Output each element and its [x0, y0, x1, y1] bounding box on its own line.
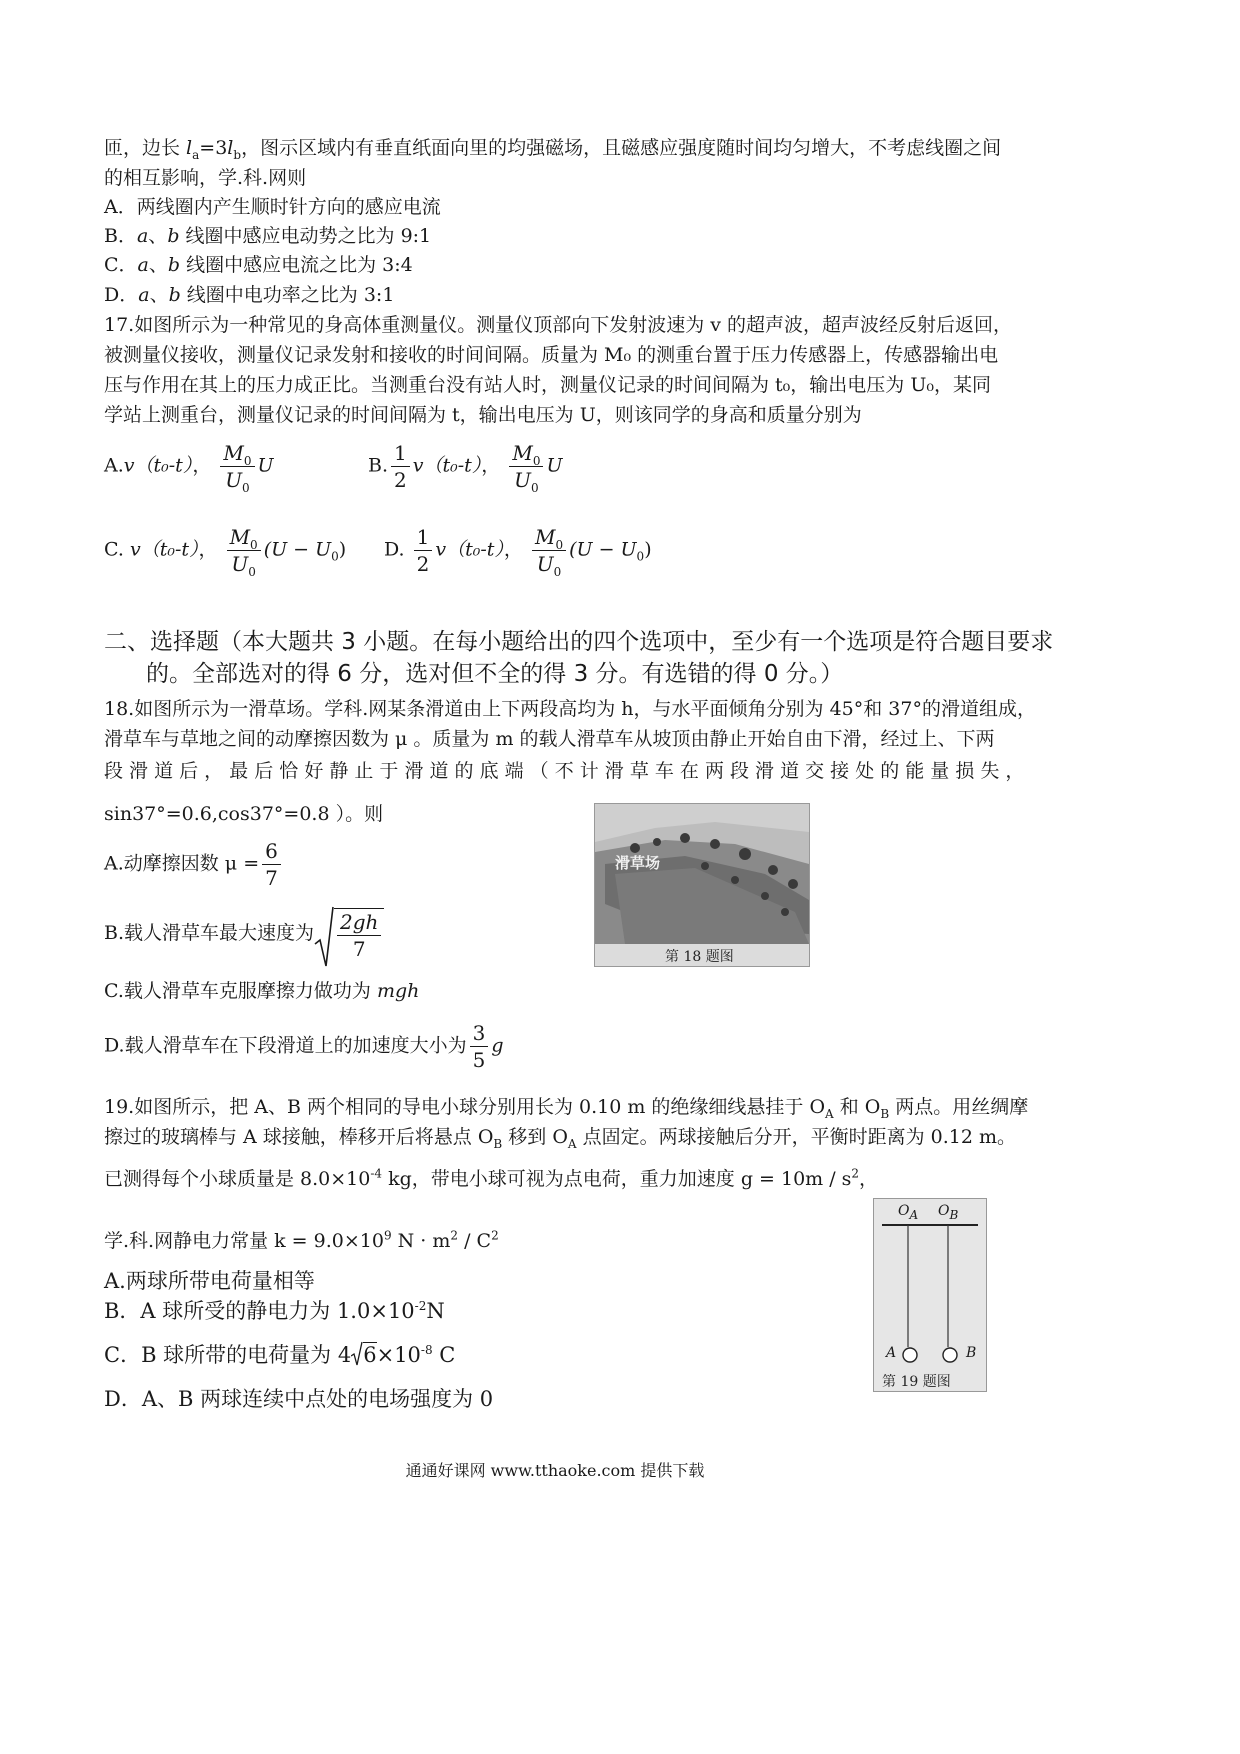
q18-line2: 滑草车与草地之间的动摩擦因数为 μ 。质量为 m 的载人滑草车从坡顶由静止开始自由下滑，经过上、下两 — [104, 728, 995, 750]
q19-text: 擦过的玻璃棒与 A 球接触，棒移开后将悬点 O — [104, 1126, 494, 1148]
var-a: a — [137, 254, 149, 276]
sqrt-6 — [351, 1344, 376, 1366]
q19-text: 19.如图所示，把 A、B 两个相同的导电小球分别用长为 0.10 m 的绝缘细线悬挂于 O — [104, 1096, 826, 1118]
comma: ， — [503, 538, 523, 561]
q18-option-a — [104, 838, 284, 891]
footer-text: 通通好课网 www.tthaoke.com 提供下载 — [405, 1461, 705, 1480]
q17-option-d — [384, 524, 652, 577]
opt-text: C．B 球所带的电荷量为 4 — [104, 1343, 352, 1367]
sub-B: B — [493, 1136, 503, 1151]
sub-0: 0 — [331, 549, 339, 564]
opt-text: B.载人滑草车最大速度为 — [104, 922, 315, 944]
q19-text: 已测得每个小球质量是 8.0×10 — [104, 1168, 371, 1190]
opt-text: ×10 — [376, 1343, 421, 1367]
var-b: b — [167, 254, 181, 276]
opt-text: 线圈中感应电流之比为 3:4 — [186, 254, 413, 276]
q19-text: 学.科.网静电力常量 k = 9.0×10 — [104, 1230, 384, 1252]
fraction-m0-u0 — [532, 524, 566, 577]
opt-text: C — [432, 1343, 456, 1367]
sub-0: 0 — [243, 454, 252, 468]
radical-sign — [314, 906, 334, 968]
var-b: b — [167, 225, 180, 247]
q18-option-d — [104, 1020, 504, 1073]
opt-text: D.载人滑草车在下段滑道上的加速度大小为 — [104, 1034, 467, 1057]
label-ob — [938, 1203, 959, 1222]
den: 7 — [265, 866, 278, 890]
fraction-m0-u0 — [227, 524, 261, 577]
q16-line2: 的相互影响，学.科.网则 — [104, 167, 307, 189]
q19-text: ， — [859, 1168, 879, 1190]
q18-option-c — [104, 980, 419, 1002]
opt-text: 线圈中电功率之比为 3:1 — [186, 284, 395, 306]
q16-option-c — [104, 254, 413, 276]
var-mgh: mgh — [376, 980, 420, 1002]
opt-label: C． — [104, 254, 138, 276]
opt-text: 线圈中感应电动势之比为 9:1 — [185, 225, 432, 247]
q16-text: 匝，边长 — [104, 137, 187, 159]
q19-line1 — [104, 1096, 1029, 1121]
label-oa — [898, 1203, 919, 1222]
q19-option-b — [104, 1300, 445, 1322]
opt-label: C. — [104, 538, 130, 561]
var-u: U — [225, 468, 243, 492]
den: 7 — [352, 937, 366, 961]
exp: -8 — [420, 1343, 433, 1357]
q19-figure-caption: 第 19 题图 — [882, 1374, 951, 1390]
o-letter: O — [938, 1203, 950, 1219]
comma: ， — [198, 538, 218, 561]
comma: ， — [481, 454, 501, 477]
sub-0: 0 — [250, 538, 258, 552]
q19-text: / C — [458, 1230, 492, 1252]
sub-0: 0 — [555, 538, 564, 552]
opt-text: C.载人滑草车克服摩擦力做功为 — [104, 980, 377, 1002]
opt-label: D. — [384, 538, 411, 561]
num: 1 — [391, 440, 410, 467]
q16-eq: =3 — [199, 137, 228, 159]
fraction-half — [414, 524, 433, 577]
var-lb: l — [227, 137, 234, 159]
sub-B: B — [880, 1106, 890, 1121]
opt-label: B. — [368, 454, 389, 477]
exp: 2 — [491, 1228, 499, 1243]
q17-line1: 17.如图所示为一种常见的身高体重测量仪。测量仪顶部向下发射波速为 v 的超声波，超声波经反射后返回， — [104, 314, 1013, 336]
paren-close: ) — [338, 538, 347, 561]
num: 6 — [262, 838, 281, 865]
sep: 、 — [149, 284, 169, 306]
fraction-m0-u0 — [220, 440, 254, 493]
q18-figure-caption: 第 18 题图 — [665, 949, 734, 965]
fraction-m0-u0 — [509, 440, 543, 493]
u-minus-u0: (U − U — [569, 538, 637, 561]
var-m: M — [223, 441, 244, 465]
time-diff: （t₀-t） — [423, 454, 482, 477]
sub-A: A — [825, 1106, 834, 1121]
q19-text: 点固定。两球接触后分开，平衡时距离为 0.12 m。 — [576, 1126, 1017, 1148]
sub-A: A — [567, 1136, 577, 1151]
sub-0: 0 — [242, 481, 250, 495]
photo-sign-text: 滑草场 — [615, 854, 661, 872]
q19-text: 和 O — [833, 1096, 881, 1118]
sub: B — [949, 1207, 959, 1222]
q19-line2 — [104, 1126, 1017, 1151]
q19-text: N · m — [391, 1230, 451, 1252]
var-b: b — [168, 284, 181, 306]
time-diff: （t₀-t） — [446, 538, 504, 561]
q18-line1: 18.如图所示为一滑草场。学科.网某条滑道由上下两段高均为 h，与水平面倾角分别为 45°和 37°的滑道组成， — [104, 698, 1036, 720]
opt-label: A. — [104, 454, 124, 477]
pendulum-diagram — [874, 1199, 986, 1391]
q17-line2: 被测量仪接收，测量仪记录发射和接收的时间间隔。质量为 M₀ 的测重台置于压力传感器上，传感器输出电 — [104, 344, 999, 366]
section-2-heading-line1: 二、选择题（本大题共 3 小题。在每小题给出的四个选项中，至少有一个选项是符合题目要求 — [104, 629, 1054, 655]
q19-text: 移到 O — [502, 1126, 568, 1148]
var-a: a — [136, 225, 149, 247]
q19-option-c — [104, 1344, 455, 1366]
grass-slide-photo — [595, 804, 809, 966]
var-m: M — [512, 441, 533, 465]
q18-figure-photo — [594, 803, 810, 967]
sub-b: b — [233, 147, 242, 162]
fraction-6-7 — [262, 838, 281, 891]
var-v: v — [129, 538, 141, 561]
q17-option-c — [104, 524, 346, 577]
section-2-heading-line2: 的。全部选对的得 6 分，选对但不全的得 3 分。有选错的得 0 分。） — [146, 661, 844, 687]
opt-text: A.动摩擦因数 μ = — [104, 852, 260, 875]
var-v: v — [435, 538, 447, 561]
exp: 2 — [450, 1228, 459, 1243]
var-v: v — [412, 454, 424, 477]
q18-option-b — [104, 906, 384, 962]
q19-figure — [873, 1198, 987, 1392]
fraction-half — [391, 440, 410, 493]
sep: 、 — [148, 254, 168, 276]
sep: 、 — [148, 225, 168, 247]
q16-text: ，图示区域内有垂直纸面向里的均强磁场，且磁感应强度随时间均匀增大，不考虑线圈之间 — [241, 137, 1002, 159]
q19-line4 — [104, 1230, 499, 1252]
var-u: U — [536, 552, 554, 576]
sub: A — [909, 1207, 919, 1222]
q16-line1 — [104, 137, 1002, 162]
sub-0: 0 — [248, 565, 256, 579]
opt-text: B．A 球所受的静电力为 1.0×10 — [104, 1299, 415, 1323]
sub-0: 0 — [636, 549, 645, 564]
sub-0: 0 — [553, 565, 562, 579]
exp: 9 — [383, 1228, 392, 1243]
comma: ， — [192, 454, 212, 477]
q18-line3: 段 滑 道 后 ， 最 后 恰 好 静 止 于 滑 道 的 底 端 （ 不 计 滑 草 车 在 两 段 滑 道 交 接 处 的 能 量 损 失 ， — [104, 760, 1025, 782]
var-a: a — [138, 284, 150, 306]
var-u: U — [514, 468, 532, 492]
fraction-2gh-7 — [337, 909, 381, 962]
den: 5 — [472, 1048, 486, 1072]
sqrt-expression — [314, 906, 384, 962]
q17-option-a — [104, 440, 274, 493]
var-m: M — [229, 525, 251, 549]
paren-close: ) — [644, 538, 652, 561]
num: 2gh — [337, 909, 381, 936]
q19-text: kg，带电小球可视为点电荷，重力加速度 g = 10m / s — [382, 1168, 852, 1190]
sub-0: 0 — [532, 454, 541, 468]
q17-option-b — [368, 440, 563, 493]
radicand: 6 — [363, 1343, 377, 1367]
opt-label: D． — [104, 284, 139, 306]
den: 2 — [416, 552, 430, 576]
label-ball-a: A — [886, 1345, 897, 1361]
q16-option-d — [104, 284, 394, 306]
q19-text: 两点。用丝绸摩 — [889, 1096, 1029, 1118]
var-u-final: U — [546, 454, 563, 477]
label-ball-b: B — [966, 1345, 977, 1361]
var-u-final: U — [257, 454, 274, 477]
time-diff: （t₀-t） — [140, 538, 199, 561]
num: 3 — [470, 1020, 489, 1047]
q19-option-d: D．A、B 两球连续中点处的电场强度为 0 — [104, 1387, 494, 1411]
num: 1 — [414, 524, 433, 551]
q17-line3: 压与作用在其上的压力成正比。当测重台没有站人时，测量仪记录的时间间隔为 t₀，输出电压为 U₀，某同 — [104, 374, 991, 396]
time-diff: （t₀-t） — [134, 454, 193, 477]
sub-a: a — [192, 147, 200, 162]
radical-sign — [351, 1341, 363, 1367]
var-u: U — [231, 552, 249, 576]
var-la: l — [186, 137, 193, 159]
q17-line4: 学站上测重台，测量仪记录的时间间隔为 t，输出电压为 U，则该同学的身高和质量分别为 — [104, 404, 862, 426]
exp: -2 — [414, 1299, 427, 1313]
opt-label: B． — [104, 225, 137, 247]
sub-0: 0 — [531, 481, 539, 495]
q19-option-a: A.两球所带电荷量相等 — [104, 1269, 315, 1293]
o-letter: O — [898, 1203, 910, 1219]
q16-option-a: A．两线圈内产生顺时针方向的感应电流 — [104, 196, 441, 218]
u-minus-u0: (U − U — [263, 538, 332, 561]
q18-line4: sin37°=0.6,cos37°=0.8 ）。则 — [104, 803, 384, 825]
fraction-3-5 — [470, 1020, 489, 1073]
den: 2 — [394, 468, 407, 492]
q16-option-b — [104, 225, 431, 247]
var-v: v — [123, 454, 135, 477]
q19-line3 — [104, 1168, 878, 1190]
var-m: M — [534, 525, 556, 549]
opt-text: N — [426, 1299, 445, 1323]
exp: -4 — [370, 1166, 383, 1181]
var-g: g — [491, 1034, 504, 1057]
exp: 2 — [851, 1166, 860, 1181]
